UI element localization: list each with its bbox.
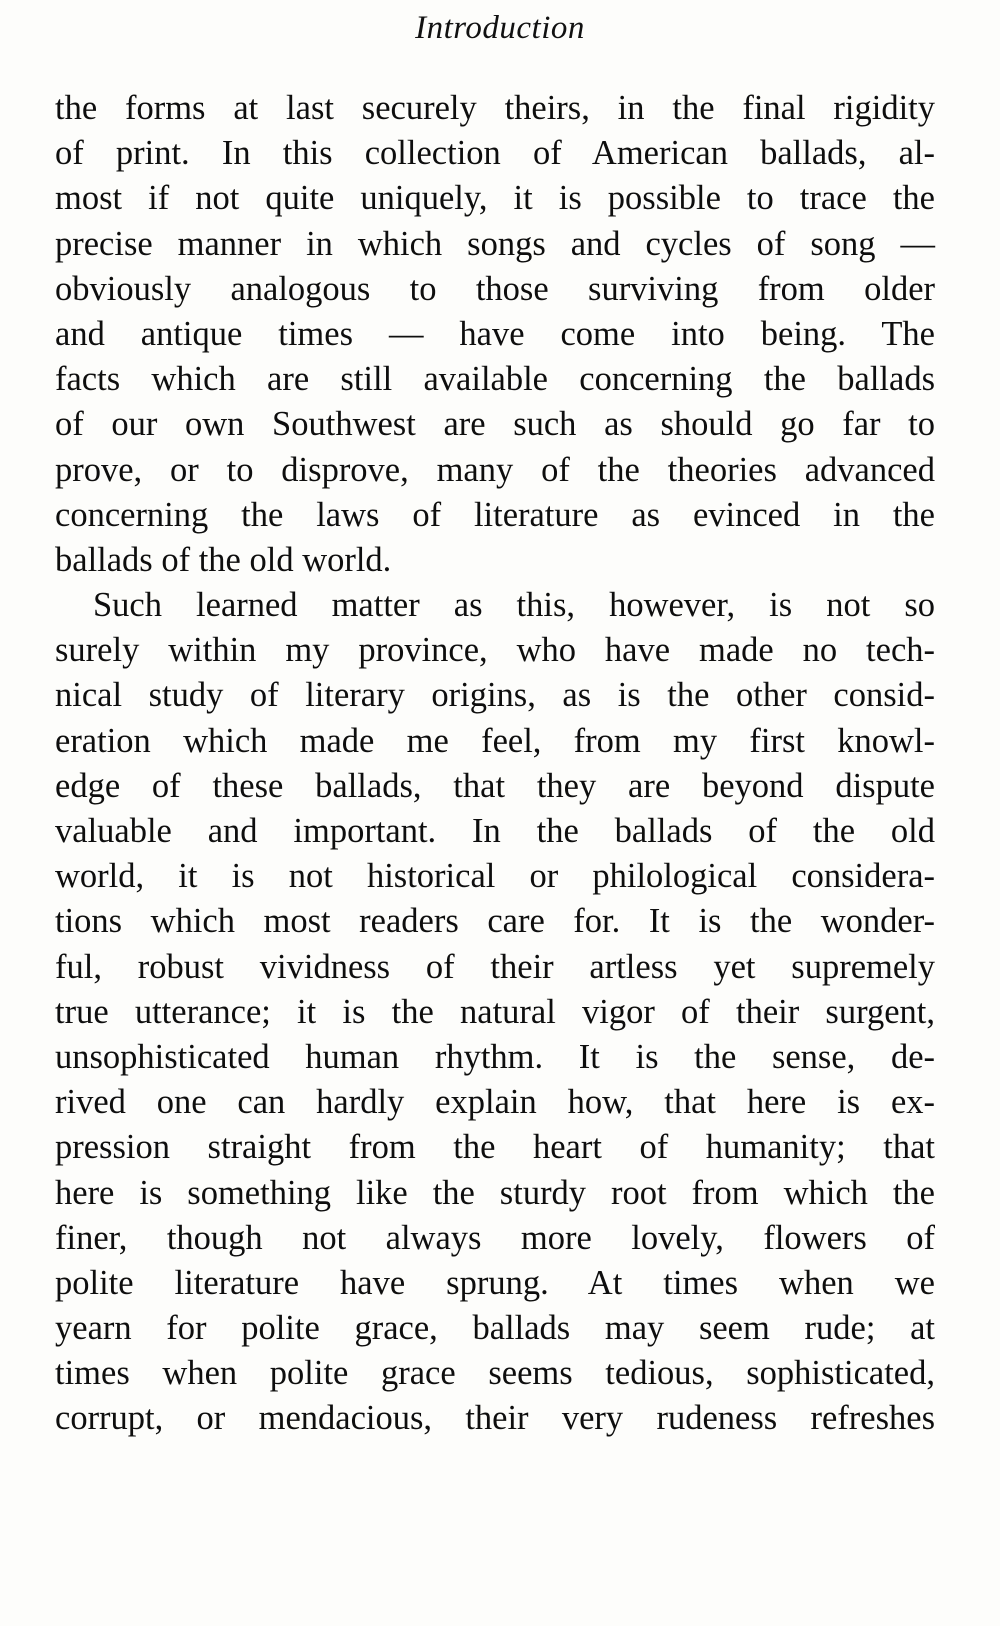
text-line: eration which made me feel, from my first knowl-: [55, 721, 935, 760]
text-line: corrupt, or mendacious, their very rudeness refreshes: [55, 1399, 935, 1438]
text-line: of print. In this collection of American ballads, al-: [55, 134, 935, 173]
running-head: Introduction: [415, 10, 585, 46]
text-line: precise manner in which songs and cycles of song —: [55, 224, 935, 263]
text-line: rived one can hardly explain how, that here is ex-: [55, 1083, 935, 1122]
text-line: times when polite grace seems tedious, sophisticated,: [55, 1354, 935, 1393]
text-line: most if not quite uniquely, it is possible to trace the: [55, 179, 935, 218]
text-line: finer, though not always more lovely, flowers of: [55, 1218, 935, 1257]
text-line: obviously analogous to those surviving from older: [55, 269, 935, 308]
text-line: polite literature have sprung. At times when we: [55, 1263, 935, 1302]
text-line: pression straight from the heart of humanity; that: [55, 1128, 935, 1167]
text-line: yearn for polite grace, ballads may seem rude; at: [55, 1309, 935, 1348]
text-line: concerning the laws of literature as evinced in the: [55, 495, 935, 534]
text-line: and antique times — have come into being. The: [55, 314, 935, 353]
text-line: tions which most readers care for. It is the wonder-: [55, 902, 935, 941]
text-line: ful, robust vividness of their artless yet supremely: [55, 947, 935, 986]
text-line: world, it is not historical or philological considera-: [55, 857, 935, 896]
text-line: here is something like the sturdy root from which the: [55, 1173, 935, 1212]
text-line: true utterance; it is the natural vigor of their surgent,: [55, 992, 935, 1031]
text-line: edge of these ballads, that they are beyond dispute: [55, 766, 935, 805]
text-line: nical study of literary origins, as is the other consid-: [55, 676, 935, 715]
text-line: surely within my province, who have made no tech-: [55, 631, 935, 670]
text-line: prove, or to disprove, many of the theories advanced: [55, 450, 935, 489]
body-text: [55, 86, 935, 1442]
text-line: of our own Southwest are such as should go far to: [55, 405, 935, 444]
text-line: ballads of the old world.: [55, 540, 392, 579]
text-line: Such learned matter as this, however, is not so: [93, 586, 935, 625]
text-line: the forms at last securely theirs, in the final rigidity: [55, 89, 935, 127]
text-line: valuable and important. In the ballads of the old: [55, 812, 935, 850]
text-line: unsophisticated human rhythm. It is the sense, de-: [55, 1037, 935, 1076]
text-line: facts which are still available concerning the ballads: [55, 360, 935, 399]
